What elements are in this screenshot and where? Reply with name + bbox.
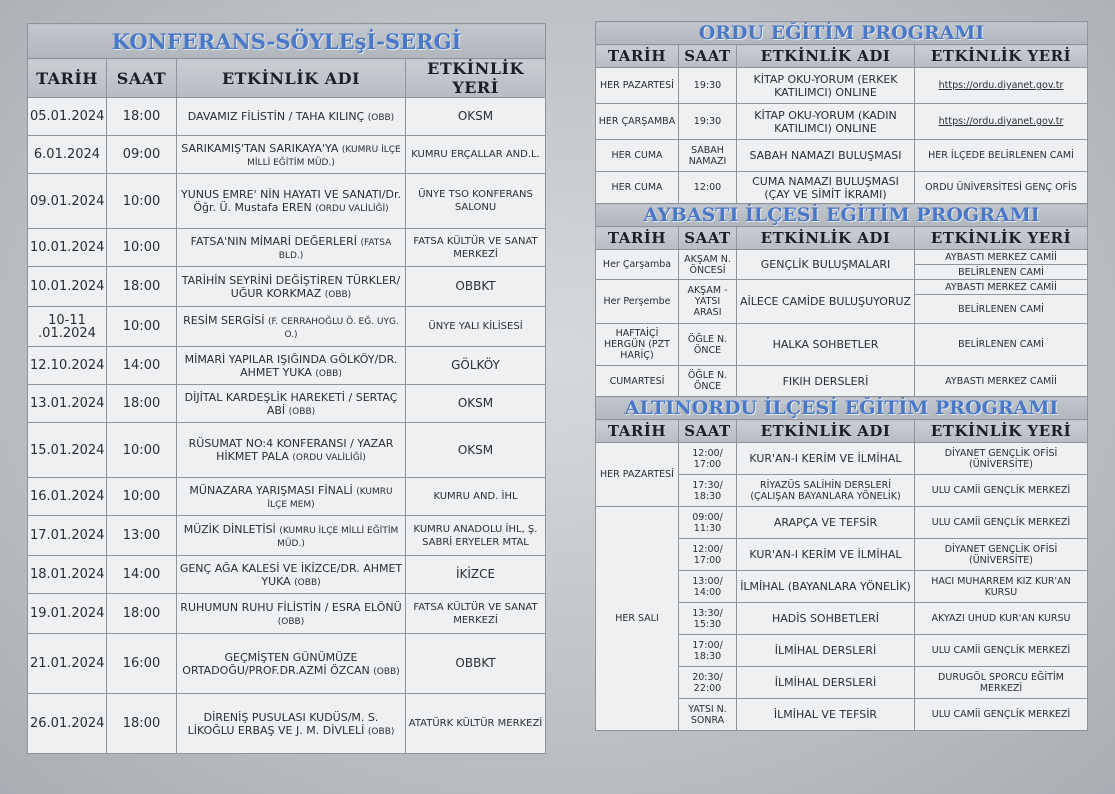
place-cell: ATATÜRK KÜLTÜR MERKEZİ [406,694,546,754]
website-link[interactable]: https://ordu.diyanet.gov.tr [938,80,1064,91]
place-cell: ULU CAMİİ GENÇLİK MERKEZİ [915,699,1088,731]
event-name: RUHUMUN RUHU FİLİSTİN / ESRA ELÖNÜ [180,600,402,614]
event-cell [177,267,406,307]
conference-table [27,23,546,754]
place-cell: KUMRU ERÇALLAR AND.L. [406,136,546,174]
header-date: TARİH [596,227,679,250]
time-cell: 10:00 [107,423,177,478]
header-time: SAAT [107,59,177,98]
place-cell: HER İLÇEDE BELİRLENEN CAMİ [915,140,1088,172]
place-cell: KUMRU AND. İHL [406,478,546,516]
event-name: DAVAMIZ FİLİSTİN / TAHA KILINÇ [187,110,365,123]
header-date: TARİH [596,45,679,68]
event-organizer: (KUMRU İLÇE MİLLİ EĞİTİM MÜD.) [247,144,401,168]
time-cell: 18:00 [107,385,177,423]
time-cell: 20:30/ 22:00 [679,667,737,699]
ordu-title: ORDU EĞİTİM PROGRAMI [596,22,1088,45]
time-cell: 10:00 [107,307,177,347]
website-link[interactable]: https://ordu.diyanet.gov.tr [938,116,1064,127]
place-cell: BELİRLENEN CAMİ [915,265,1088,280]
conference-panel [27,23,545,754]
event-cell: İLMİHAL (BAYANLARA YÖNELİK) [737,571,915,603]
time-cell: AKŞAM - YATSI ARASI [679,280,737,324]
event-organizer: (OBB) [367,726,395,737]
event-cell [177,229,406,267]
event-cell [177,594,406,634]
date-cell: HER PAZARTESİ [596,443,679,507]
event-cell [177,174,406,229]
event-cell: KUR'AN-I KERİM VE İLMİHAL [737,443,915,475]
place-cell: BELİRLENEN CAMİ [915,295,1088,324]
time-cell: 10:00 [107,174,177,229]
event-cell [177,634,406,694]
place-cell: ULU CAMİİ GENÇLİK MERKEZİ [915,507,1088,539]
date-cell: HAFTAİÇİ HERGÜN (PZT HARİÇ) [596,324,679,366]
time-cell: 17:30/ 18:30 [679,475,737,507]
place-cell: OKSM [406,423,546,478]
time-cell: 16:00 [107,634,177,694]
time-cell: ÖĞLE N. ÖNCE [679,324,737,366]
header-date: TARİH [28,59,107,98]
date-cell: 05.01.2024 [28,98,107,136]
event-name: RESİM SERGİSİ [183,313,265,327]
date-cell: Her Çarşamba [596,250,679,280]
place-cell: FATSA KÜLTÜR VE SANAT MERKEZİ [406,229,546,267]
place-cell: ULU CAMİİ GENÇLİK MERKEZİ [915,475,1088,507]
table-row [596,443,1088,475]
date-cell: 21.01.2024 [28,634,107,694]
header-event: ETKİNLİK ADI [737,420,915,443]
event-name: RÜSUMAT NO:4 KONFERANSI / YAZAR HİKMET PALA [188,437,394,463]
time-cell: YATSI N. SONRA [679,699,737,731]
event-organizer: (OBB) [367,113,395,123]
event-organizer: (OBB) [324,289,352,300]
place-cell: AYBASTI MERKEZ CAMİİ [915,366,1088,397]
conference-title: KONFERANS-SÖYLEşİ-SERGİ [28,24,546,59]
event-cell: İLMİHAL VE TEFSİR [737,699,915,731]
education-panel [595,21,1087,731]
event-name: DİJİTAL KARDEŞLİK HAREKETİ / SERTAÇ ABİ [184,390,398,417]
table-row [596,104,1088,140]
place-cell: AKYAZI UHUD KUR'AN KURSU [915,603,1088,635]
event-cell: İLMİHAL DERSLERİ [737,635,915,667]
event-cell: SABAH NAMAZI BULUŞMASI [737,140,915,172]
date-cell: 19.01.2024 [28,594,107,634]
table-row [28,385,546,423]
event-name: FATSA'NIN MİMARİ DEĞERLERİ [190,234,357,248]
time-cell: 09:00 [107,136,177,174]
event-cell [177,98,406,136]
event-name: SARIKAMIŞ'TAN SARIKAYA'YA [181,141,339,155]
event-cell: KİTAP OKU-YORUM (KADIN KATILIMCI) ONLINE [737,104,915,140]
event-cell: CUMA NAMAZI BULUŞMASI (ÇAY VE SİMİT İKRAMI) [737,172,915,204]
header-place: ETKİNLİK YERİ [915,45,1088,68]
event-organizer: (OBB) [288,406,316,417]
table-row [28,136,546,174]
date-cell: 17.01.2024 [28,516,107,556]
event-cell: FIKIH DERSLERİ [737,366,915,397]
table-row [28,267,546,307]
place-cell: OBBKT [406,267,546,307]
time-cell: 12:00 [679,172,737,204]
event-name: TARİHİN SEYRİNİ DEĞİŞTİREN TÜRKLER/ UĞUR KORKMAZ [181,273,401,300]
date-cell: HER PAZARTESİ [596,68,679,104]
event-cell [177,478,406,516]
table-row [28,694,546,754]
time-cell: 18:00 [107,694,177,754]
time-cell: 18:00 [107,594,177,634]
aybasti-title: AYBASTI İLÇESİ EĞİTİM PROGRAMI [596,204,1088,227]
header-place: ETKİNLİK YERİ [915,420,1088,443]
event-cell: HADİS SOHBETLERİ [737,603,915,635]
place-cell: İKİZCE [406,556,546,594]
time-cell: 13:30/ 15:30 [679,603,737,635]
place-cell: DURUGÖL SPORCU EĞİTİM MERKEZİ [915,667,1088,699]
place-cell: KUMRU ANADOLU İHL, Ş. SABRİ ERYELER MTAL [406,516,546,556]
date-cell: 16.01.2024 [28,478,107,516]
place-cell: FATSA KÜLTÜR VE SANAT MERKEZİ [406,594,546,634]
place-cell: ULU CAMİİ GENÇLİK MERKEZİ [915,635,1088,667]
time-cell: 18:00 [107,98,177,136]
place-cell: BELİRLENEN CAMİ [915,324,1088,366]
date-cell: 26.01.2024 [28,694,107,754]
time-cell: 12:00/ 17:00 [679,539,737,571]
event-name: DİRENİŞ PUSULASI KUDÜS/M. S. LİKOĞLU ERBAŞ VE J. M. DİVLELİ [187,710,379,737]
table-row [28,229,546,267]
event-cell [177,694,406,754]
event-cell [177,556,406,594]
table-row [28,556,546,594]
place-cell: OKSM [406,385,546,423]
header-time: SAAT [679,420,737,443]
event-organizer: (OBB) [294,577,321,588]
event-cell [177,516,406,556]
header-event: ETKİNLİK ADI [177,59,406,98]
date-cell: CUMARTESİ [596,366,679,397]
altinordu-title: ALTINORDU İLÇESİ EĞİTİM PROGRAMI [596,397,1088,420]
time-cell: 09:00/ 11:30 [679,507,737,539]
table-row [596,172,1088,204]
place-cell: DİYANET GENÇLİK OFİSİ (ÜNİVERSİTE) [915,443,1088,475]
date-cell: HER ÇARŞAMBA [596,104,679,140]
place-cell: DİYANET GENÇLİK OFİSİ (ÜNİVERSİTE) [915,539,1088,571]
table-row [28,423,546,478]
event-name: MÜNAZARA YARIŞMASI FİNALİ [189,483,353,497]
event-organizer: (KUMRU İLÇE MEM) [267,486,393,510]
table-row [28,594,546,634]
date-cell: HER CUMA [596,140,679,172]
table-row [28,634,546,694]
event-name: MÜZİK DİNLETİSİ [183,522,276,536]
date-cell: 6.01.2024 [28,136,107,174]
time-cell: 19:30 [679,104,737,140]
event-cell [177,136,406,174]
place-cell: AYBASTI MERKEZ CAMİİ [915,250,1088,265]
time-cell: 10:00 [107,478,177,516]
time-cell: SABAH NAMAZI [679,140,737,172]
event-cell: KİTAP OKU-YORUM (ERKEK KATILIMCI) ONLINE [737,68,915,104]
event-cell [177,347,406,385]
header-place: ETKİNLİK YERİ [406,59,546,98]
event-name: GENÇ AĞA KALESİ VE İKİZCE/DR. AHMET YUKA [179,561,403,588]
date-cell: 09.01.2024 [28,174,107,229]
event-organizer: (ORDU VALİLİĞİ) [315,204,389,214]
event-cell: ARAPÇA VE TEFSİR [737,507,915,539]
event-organizer: (OBB) [315,368,342,379]
table-row [28,516,546,556]
table-row [596,507,1088,539]
event-cell [177,423,406,478]
date-cell: 10.01.2024 [28,229,107,267]
date-cell: 13.01.2024 [28,385,107,423]
time-cell: 13:00 [107,516,177,556]
time-cell: 12:00/ 17:00 [679,443,737,475]
time-cell: ÖĞLE N. ÖNCE [679,366,737,397]
place-cell [915,104,1088,140]
event-cell: GENÇLİK BULUŞMALARI [737,250,915,280]
event-cell: RİYAZÜS SALİHİN DERSLERİ (ÇALIŞAN BAYANLARA YÖNELİK) [737,475,915,507]
header-event: ETKİNLİK ADI [737,227,915,250]
table-row [596,68,1088,104]
time-cell: AKŞAM N. ÖNCESİ [679,250,737,280]
event-name: MİMARİ YAPILAR IŞIĞINDA GÖLKÖY/DR. AHMET YUKA [184,352,398,379]
header-place: ETKİNLİK YERİ [915,227,1088,250]
place-cell: HACI MUHARREM KIZ KUR'AN KURSU [915,571,1088,603]
place-cell: OKSM [406,98,546,136]
time-cell: 19:30 [679,68,737,104]
event-cell: AİLECE CAMİDE BULUŞUYORUZ [737,280,915,324]
event-organizer: (KUMRU İLÇE MİLLİ EĞİTİM MÜD.) [277,525,399,549]
date-cell: Her Perşembe [596,280,679,324]
table-row [28,478,546,516]
table-row [28,307,546,347]
time-cell: 17:00/ 18:30 [679,635,737,667]
event-organizer: (OBB) [373,666,400,677]
date-cell: 18.01.2024 [28,556,107,594]
table-row [28,98,546,136]
place-cell: AYBASTI MERKEZ CAMİİ [915,280,1088,295]
event-cell: HALKA SOHBETLER [737,324,915,366]
date-cell: 15.01.2024 [28,423,107,478]
header-time: SAAT [679,227,737,250]
time-cell: 14:00 [107,556,177,594]
date-cell: 10.01.2024 [28,267,107,307]
place-cell: OBBKT [406,634,546,694]
event-organizer: (F. CERRAHOĞLU Ö. EĞ. UYG. O.) [268,316,399,340]
table-row [596,140,1088,172]
table-row [28,174,546,229]
header-date: TARİH [596,420,679,443]
event-name: YUNUS EMRE' NİN HAYATI VE SANATI/Dr. Öğr. Ü. Mustafa EREN [181,188,401,214]
event-organizer: (ORDU VALİLİĞİ) [292,453,366,463]
place-cell: ORDU ÜNİVERSİTESİ GENÇ OFİS [915,172,1088,204]
event-cell: İLMİHAL DERSLERİ [737,667,915,699]
time-cell: 13:00/ 14:00 [679,571,737,603]
ordu-table [595,21,1088,731]
time-cell: 14:00 [107,347,177,385]
event-name: GEÇMİŞTEN GÜNÜMÜZE ORTADOĞU/PROF.DR.AZMİ ÖZCAN [182,650,370,677]
table-row [28,347,546,385]
date-cell: 10-11 .01.2024 [28,307,107,347]
time-cell: 10:00 [107,229,177,267]
event-organizer: (OBB) [277,616,305,627]
event-cell: KUR'AN-I KERİM VE İLMİHAL [737,539,915,571]
event-cell [177,307,406,347]
date-cell: HER SALI [596,507,679,731]
date-cell: HER CUMA [596,172,679,204]
place-cell [915,68,1088,104]
event-organizer: (FATSA BLD.) [278,237,392,261]
event-cell [177,385,406,423]
header-time: SAAT [679,45,737,68]
place-cell: ÜNYE YALI KİLİSESİ [406,307,546,347]
date-cell: 12.10.2024 [28,347,107,385]
header-event: ETKİNLİK ADI [737,45,915,68]
place-cell: GÖLKÖY [406,347,546,385]
place-cell: ÜNYE TSO KONFERANS SALONU [406,174,546,229]
time-cell: 18:00 [107,267,177,307]
